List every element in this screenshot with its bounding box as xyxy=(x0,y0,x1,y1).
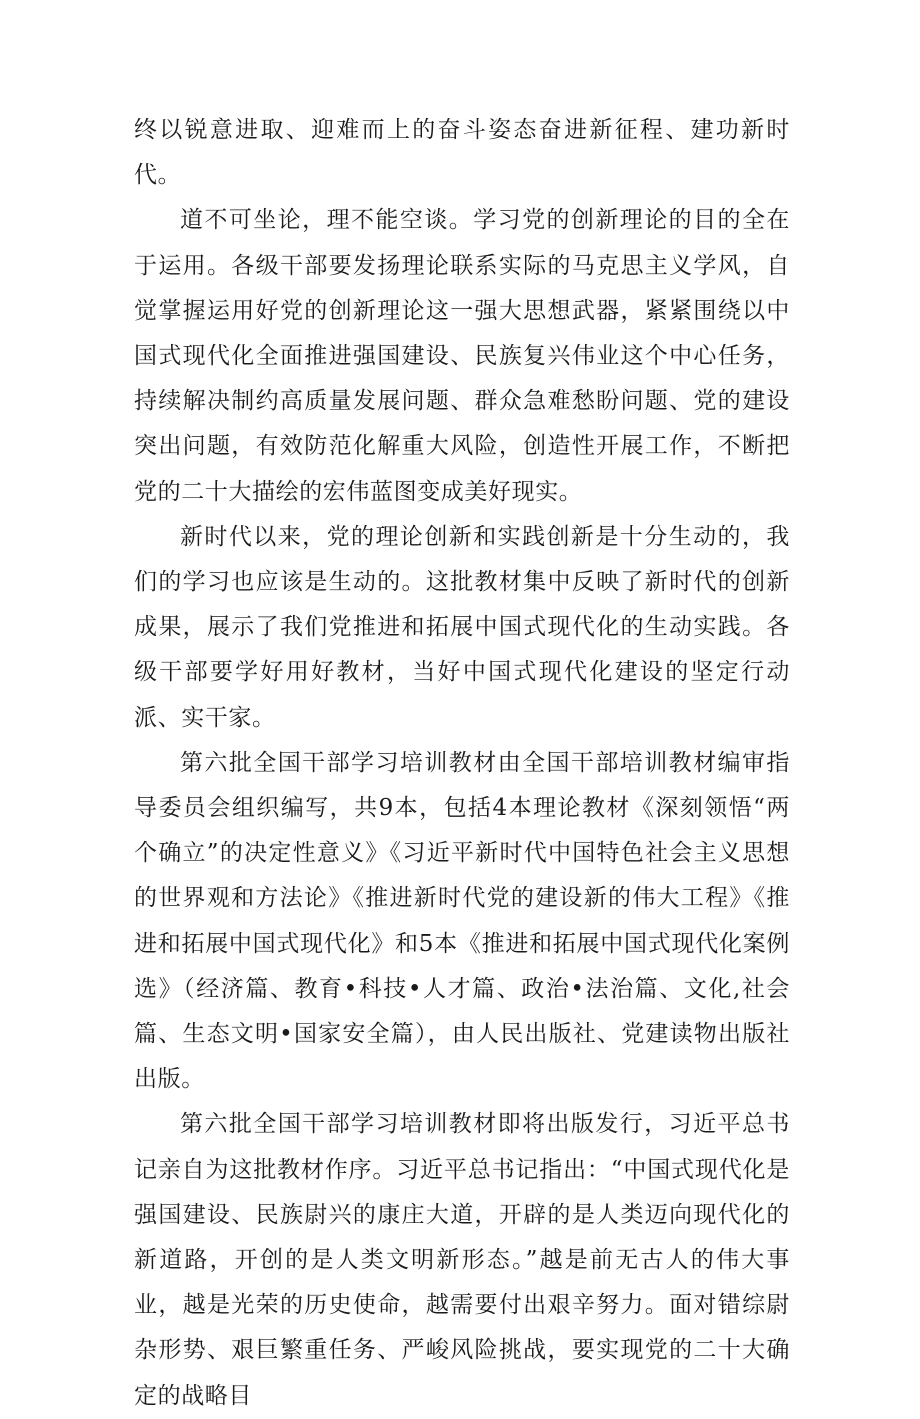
paragraph-theory-application: 道不可坐论，理不能空谈。学习党的创新理论的目的全在于运用。各级干部要发扬理论联系实际的马克思主义学风，自觉掌握运用好党的创新理论这一强大思想武器，紧紧围绕以中国式现代化全面推进强国建设、民族复兴伟业这个中心任务，持续解决制约高质量发展问题、群众急难愁盼问题、党的建设突出问题，有效防范化解重大风险，创造性开展工作，不断把党的二十大描绘的宏伟蓝图变成美好现实。 xyxy=(134,207,790,505)
paragraph-continuation: 终以锐意进取、迎难而上的奋斗姿态奋进新征程、建功新时代。 xyxy=(134,117,790,189)
document-body xyxy=(134,108,790,1419)
paragraph-preface: 第六批全国干部学习培训教材即将出版发行，习近平总书记亲自为这批教材作序。习近平总书记指出：“中国式现代化是强国建设、民族尉兴的康庄大道，开辟的是人类迈向现代化的新道路，开创的是人类文明新形态。”越是前无古人的伟大事业，越是光荣的历史使命，越需要付出艰辛努力。面对错综尉杂形势、艰巨繁重任务、严峻风险挑战，要实现党的二十大确定的战略目 xyxy=(134,1111,790,1409)
paragraph-new-era-learning: 新时代以来，党的理论创新和实践创新是十分生动的，我们的学习也应该是生动的。这批教材集中反映了新时代的创新成果，展示了我们党推进和拓展中国式现代化的生动实践。各级干部要学好用好教材，当好中国式现代化建设的坚定行动派、实干家。 xyxy=(134,523,790,731)
paragraph-textbook-list: 第六批全国干部学习培训教材由全国干部培训教材编审指导委员会组织编写，共9本，包括4本理论教材《深刻领悟“两个确立”的决定性意义》《习近平新时代中国特色社会主义思想的世界观和方法论》《推进新时代党的建设新的伟大工程》《推进和拓展中国式现代化》和5本《推进和拓展中国式现代化案例选》（经济篇、教育•科技•人才篇、政治•法治篇、文化,社会篇、生态文明•国家安全篇），由人民出版社、党建读物出版社出版。 xyxy=(134,749,790,1093)
